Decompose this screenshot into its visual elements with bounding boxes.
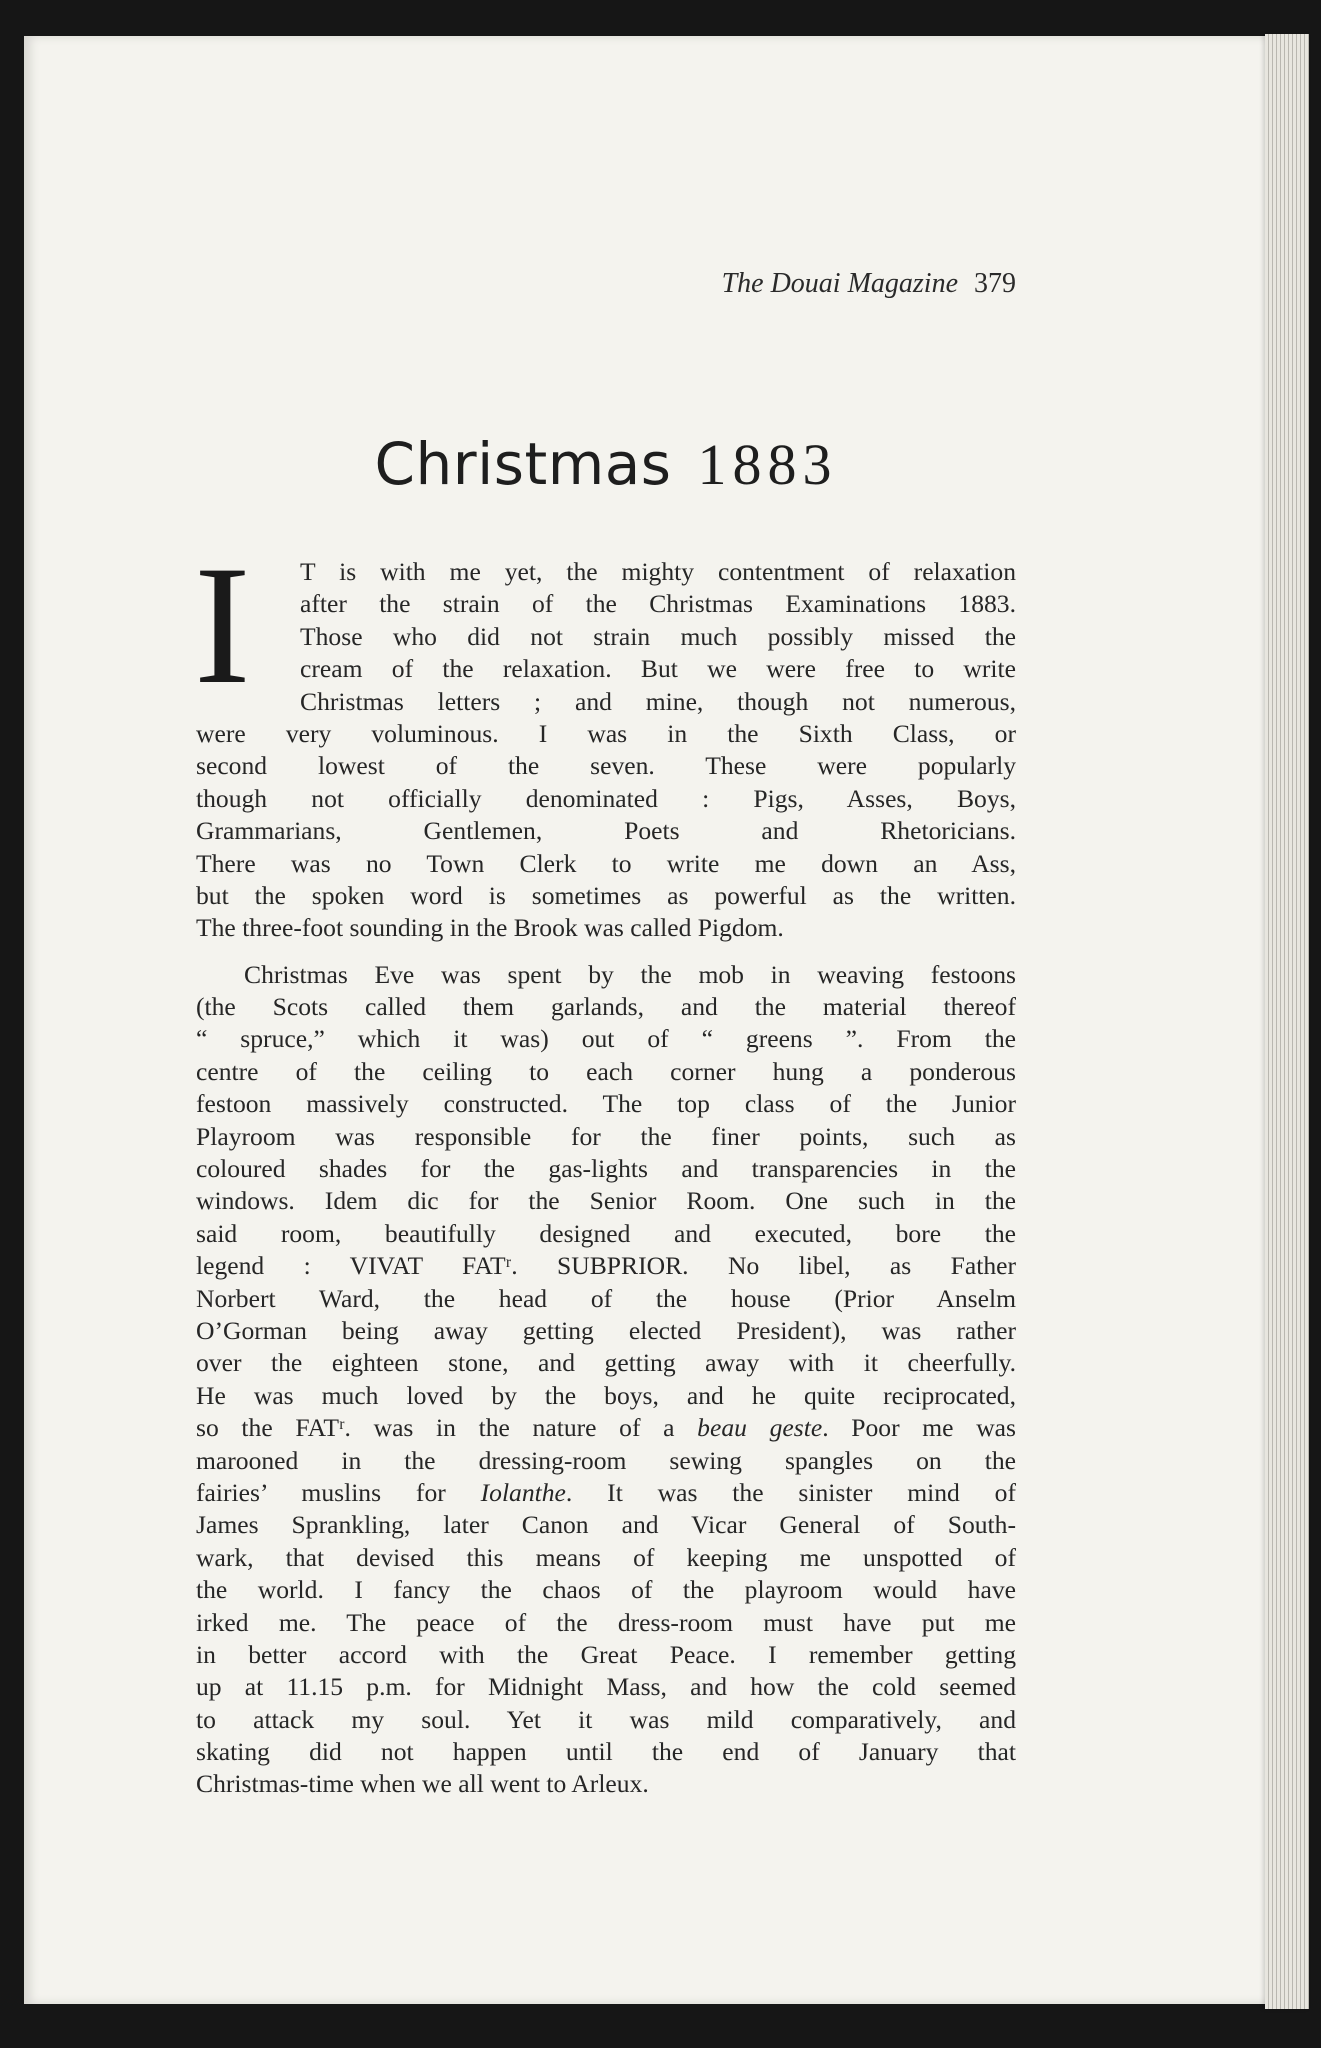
text-line: skating did not happen until the end of January that <box>196 1737 1016 1767</box>
text-line: cream of the relaxation. But we were free to write <box>300 654 1016 684</box>
text-line: Grammarians, Gentlemen, Poets and Rhetoricians. <box>196 816 1016 846</box>
text-line: legend : VIVAT FATʳ. SUBPRIOR. No libel, as Father <box>196 1251 1016 1281</box>
text-line: (the Scots called them garlands, and the material thereof <box>196 992 1016 1022</box>
text-line: O’Gorman being away getting elected President), was rather <box>196 1315 1016 1345</box>
text-line: Playroom was responsible for the finer points, such as <box>196 1121 1016 1151</box>
text-line: though not officially denominated : Pigs, Asses, Boys, <box>196 783 1016 813</box>
text-line: after the strain of the Christmas Examinations 1883. <box>300 589 1016 619</box>
page-number: 379 <box>974 268 1016 299</box>
text-line: fairies’ muslins for Iolanthe. It was the sinister mind of <box>196 1477 1016 1507</box>
text-line: irked me. The peace of the dress-room must have put me <box>196 1607 1016 1637</box>
text-line: There was no Town Clerk to write me down an Ass, <box>196 848 1016 878</box>
text-line: centre of the ceiling to each corner hung a ponderous <box>196 1056 1016 1086</box>
text-line: “ spruce,” which it was) out of “ greens ”. From the <box>196 1024 1016 1054</box>
text-line: wark, that devised this means of keeping me unspotted of <box>196 1542 1016 1572</box>
magazine-name: The Douai Magazine <box>721 268 958 299</box>
text-line: festoon massively constructed. The top class of the Junior <box>196 1089 1016 1119</box>
text-line: Norbert Ward, the head of the house (Prior Anselm <box>196 1283 1016 1313</box>
text-line: Those who did not strain much possibly missed the <box>300 621 1016 651</box>
paragraph-2 <box>196 959 1016 1412</box>
text-line: Christmas Eve was spent by the mob in weaving festoons <box>244 959 1016 989</box>
article-body <box>194 531 1016 1801</box>
text-line: marooned in the dressing-room sewing spangles on the <box>196 1445 1016 1475</box>
text-line: said room, beautifully designed and executed, bore the <box>196 1218 1016 1248</box>
text-line: coloured shades for the gas-lights and transparencies in the <box>196 1154 1016 1184</box>
title-word: Christmas <box>374 430 672 498</box>
text-line: in better accord with the Great Peace. I remember getting <box>196 1639 1016 1669</box>
text-line: up at 11.15 p.m. for Midnight Mass, and how the cold seemed <box>196 1672 1016 1702</box>
paragraph-1 <box>196 556 1016 945</box>
article-title <box>196 430 1016 498</box>
paragraph-2-continued <box>196 1509 1016 1801</box>
drop-cap: I <box>194 531 251 719</box>
page-edges <box>1265 34 1309 2009</box>
text-line: were very voluminous. I was in the Sixth Class, or <box>196 718 1016 748</box>
text-line: windows. Idem dic for the Senior Room. One such in the <box>196 1186 1016 1216</box>
text-line: He was much loved by the boys, and he quite reciprocated, <box>196 1380 1016 1410</box>
text-line: over the eighteen stone, and getting away with it cheerfully. <box>196 1348 1016 1378</box>
text-line: The three-foot sounding in the Brook was called Pigdom. <box>196 913 784 943</box>
running-head <box>196 268 1016 300</box>
text-line: Christmas-time when we all went to Arleux. <box>196 1769 649 1799</box>
text-line: second lowest of the seven. These were popularly <box>196 751 1016 781</box>
text-line: Christmas letters ; and mine, though not numerous, <box>300 686 1016 716</box>
text-line: T is with me yet, the mighty contentment of relaxation <box>300 557 1016 586</box>
text-line: James Sprankling, later Canon and Vicar General of South- <box>196 1510 1016 1540</box>
text-line: so the FATʳ. was in the nature of a beau geste. Poor me was <box>196 1413 1016 1443</box>
text-line: to attack my soul. Yet it was mild comparatively, and <box>196 1704 1016 1734</box>
text-line: but the spoken word is sometimes as powerful as the written. <box>196 880 1016 910</box>
text-line: the world. I fancy the chaos of the playroom would have <box>196 1575 1016 1605</box>
title-year: 1883 <box>697 432 838 497</box>
